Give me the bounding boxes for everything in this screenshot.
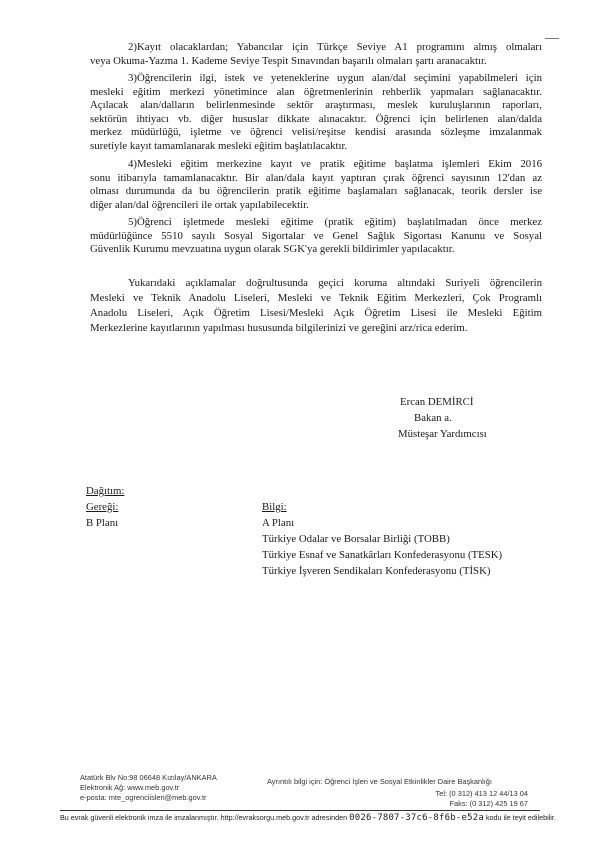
text-line: Yukarıdaki açıklamalar doğrultusunda geçici koruma altındaki Suriyeli öğrencilerin bbox=[128, 277, 542, 289]
text-line: 3)Öğrencilerin ilgi, istek ve yeteneklerine uygun alan/dal seçimini yapabilmeleri için bbox=[128, 72, 542, 84]
bilgi-label: Bilgi: bbox=[262, 501, 287, 513]
signer-title: Bakan a. bbox=[414, 412, 452, 424]
text-line: veya Okuma-Yazma 1. Kademe Seviye Tespit Sınavından başarılı olmaları şartı aranacaktır. bbox=[90, 54, 487, 67]
verification-suffix: kodu ile teyit edilebilir. bbox=[485, 813, 556, 822]
signer-name: Ercan DEMİRCİ bbox=[400, 396, 474, 408]
closing-paragraph bbox=[90, 276, 542, 336]
paragraph-5 bbox=[90, 216, 542, 257]
gereg-label: Gereği: bbox=[86, 501, 119, 513]
paragraph-4 bbox=[90, 158, 542, 212]
text-line: Açılacak alan/dalların belirlenmesinde sektör araştırması, meslek kuruluşlarının raporları, bbox=[90, 99, 542, 112]
distribution-label: Dağıtım: bbox=[86, 485, 125, 497]
text-line: Güvenlik Kurumu mevzuatına uygun olarak SGK'ya gerekli bildirimler yapılacaktır. bbox=[90, 243, 455, 256]
verification-line bbox=[60, 813, 556, 823]
verification-prefix: Bu evrak güvenli elektronik imza ile imzalanmıştır. http://evraksorgu.meb.gov.tr adresinden bbox=[60, 813, 348, 822]
text-line: sonu itibarıyla tamamlanacaktır. Bir alan/dala kayıt yaptıran çırak öğrenci sayısının 12'dan az bbox=[90, 171, 542, 184]
text-line: mesleki eğitim merkezi yönetimince alan öğretmenlerinin rehberlik yapmaları sağlanacaktır. bbox=[90, 85, 542, 98]
signer-position: Müsteşar Yardımcısı bbox=[398, 428, 487, 440]
bilgi-item: Türkiye Odalar ve Borsalar Birliği (TOBB) bbox=[262, 533, 450, 545]
text-line: müdürlüğünce 5510 sayılı Sosyal Sigortalar ve Genel Sağlık Sigortası Kanunu ve Sosyal bbox=[90, 229, 542, 242]
text-line: Mesleki ve Teknik Anadolu Liseleri, Mesleki ve Teknik Eğitim Merkezleri, Çok Programlı bbox=[90, 292, 542, 304]
text-line: suretiyle kayıt tamamlanarak mesleki eğitim başlatılacaktır. bbox=[90, 139, 348, 152]
bilgi-item: Türkiye İşveren Sendikaları Konfederasyonu (TİSK) bbox=[262, 565, 491, 577]
text-line: diğer alan/dal öğrencileri ile ortak yapılabilecektir. bbox=[90, 198, 309, 211]
text-line: olması durumunda da bu öğrencilerin pratik eğitime başlamaları sağlanacak, teorik dersler ise bbox=[90, 185, 542, 198]
text-line: merkez müdürlüğü, işletme ve öğrenci velisi/reşitse kendisi arasında sözleşme imzalanmak bbox=[90, 126, 542, 139]
footer-tel: Tel: (0 312) 413 12 44/13 04 bbox=[435, 789, 528, 798]
bilgi-item: Türkiye Esnaf ve Sanatkârları Konfederasyonu (TESK) bbox=[262, 549, 503, 561]
text-line: Anadolu Liseleri, Açık Öğretim Lisesi/Mesleki Açık Öğretim Lisesi ile Mesleki Eğitim bbox=[90, 307, 542, 319]
footer-web: Elektronik Ağ: www.meb.gov.tr bbox=[80, 783, 180, 792]
footer-email: e-posta: mte_ogrenciisleri@meb.gov.tr bbox=[80, 793, 207, 802]
corner-mark bbox=[545, 38, 559, 39]
paragraph-2 bbox=[90, 41, 542, 68]
text-line: 5)Öğrenci işletmede mesleki eğitime (pratik eğitim) başlatılmadan önce merkez bbox=[128, 216, 542, 228]
gereg-value: B Planı bbox=[86, 517, 119, 529]
footer-contact: Ayrıntılı bilgi için: Öğrenci İşleri ve Sosyal Etkinlikler Daire Başkanlığı bbox=[267, 777, 492, 786]
text-line: sektörün ihtiyacı vb. diğer hususlar dikkate alınacaktır. Öğrenci için belirlenen alan/dalda bbox=[90, 112, 542, 125]
verification-code: 0026-7807-37c6-8f6b-e52a bbox=[349, 813, 484, 823]
bilgi-item: A Planı bbox=[262, 517, 295, 529]
text-line: 2)Kayıt olacaklardan; Yabancılar için Türkçe Seviye A1 programını almış olmaları bbox=[128, 41, 542, 53]
text-line: Merkezlerine kayıtlarının yapılması hususunda bilgilerinizi ve gereğini arz/rica ederim. bbox=[90, 322, 468, 334]
paragraph-3 bbox=[90, 72, 542, 154]
footer-fax: Faks: (0 312) 425 19 67 bbox=[449, 799, 528, 808]
footer-divider bbox=[60, 810, 540, 811]
footer-address: Atatürk Blv No:98 06648 Kızılay/ANKARA bbox=[80, 773, 217, 782]
text-line: 4)Mesleki eğitim merkezine kayıt ve pratik eğitime başlatma işlemleri Ekim 2016 bbox=[128, 158, 542, 170]
